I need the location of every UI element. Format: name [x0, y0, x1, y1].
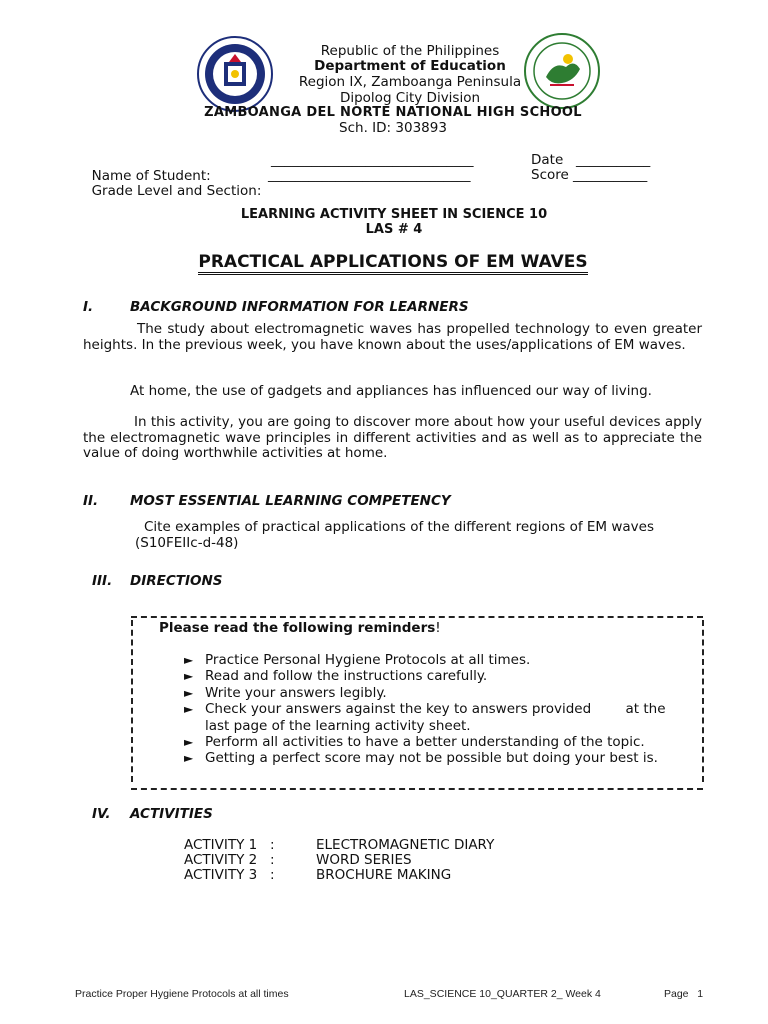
footer-page-label: Page — [664, 988, 689, 1000]
competency-code: (S10FEIIc-d-48) — [135, 535, 239, 551]
reminders-box-right-edge — [702, 620, 704, 782]
grade-label: Grade Level and Section: — [91, 183, 262, 199]
pointer-arrow-icon: ► — [184, 669, 194, 684]
grade-row — [83, 167, 261, 199]
pointer-arrow-icon: ► — [184, 653, 194, 667]
activity-separator: : — [270, 837, 275, 853]
score-label: Score — [531, 167, 569, 183]
main-title: PRACTICAL APPLICATIONS OF EM WAVES — [198, 252, 587, 275]
activity-label: ACTIVITY 2 — [184, 852, 258, 868]
pointer-arrow-icon: ► — [184, 751, 194, 766]
republic-line: Republic of the Philippines — [320, 43, 500, 59]
department-line: Department of Education — [314, 58, 506, 74]
date-blank[interactable]: ___________ — [576, 152, 651, 168]
pointer-arrow-icon: ► — [184, 702, 194, 717]
list-item: ► Practice Personal Hygiene Protocols at all times. — [184, 652, 531, 668]
section1-heading: BACKGROUND INFORMATION FOR LEARNERS — [130, 299, 469, 315]
section1-paragraph-2: At home, the use of gadgets and appliances has influenced our way of living. — [130, 383, 652, 399]
pointer-arrow-icon: ► — [184, 735, 194, 750]
section1-paragraph-1: The study about electromagnetic waves has propelled technology to even greater heights. In the previous week, you have known about the uses/applications of EM waves. — [83, 321, 702, 353]
list-item: ► Getting a perfect score may not be possible but doing your best is. — [184, 750, 658, 767]
reminders-box-left-edge — [131, 620, 133, 782]
competency-text: Cite examples of practical applications of the different regions of EM waves — [144, 519, 655, 535]
activity-title: WORD SERIES — [316, 852, 412, 868]
section2-numeral: II. — [83, 493, 99, 509]
score-blank[interactable]: ___________ — [573, 167, 648, 183]
section2-heading: MOST ESSENTIAL LEARNING COMPETENCY — [130, 493, 451, 509]
division-line: Dipolog City Division — [339, 90, 481, 106]
footer-page-number: 1 — [697, 988, 704, 1000]
reminders-title-text: Please read the following reminders — [159, 620, 436, 636]
footer-page — [664, 988, 703, 1000]
section4-heading: ACTIVITIES — [130, 806, 213, 822]
list-item: ► Read and follow the instructions carefully. — [184, 668, 488, 685]
list-item: ► Perform all activities to have a better understanding of the topic. — [184, 734, 645, 751]
reminders-title-punct: ! — [435, 620, 441, 636]
section1-numeral: I. — [83, 299, 94, 315]
section3-heading: DIRECTIONS — [130, 573, 223, 589]
name-blank[interactable]: ______________________________ — [271, 152, 474, 168]
las-title: LEARNING ACTIVITY SHEET IN SCIENCE 10 — [240, 207, 548, 222]
activity-separator: : — [270, 852, 275, 868]
section4-numeral: IV. — [92, 806, 111, 822]
list-item: ► Write your answers legibly. — [184, 684, 387, 701]
las-number: LAS # 4 — [365, 222, 423, 237]
date-label: Date — [531, 152, 564, 168]
name-label: Name of Student: — [91, 168, 211, 184]
pointer-arrow-icon: ► — [184, 685, 194, 700]
main-title-wrap — [0, 252, 768, 272]
region-line: Region IX, Zamboanga Peninsula — [298, 74, 522, 90]
activity-separator: : — [270, 867, 275, 883]
footer-left: Practice Proper Hygiene Protocols at all times — [75, 988, 289, 1000]
activity-title: ELECTROMAGNETIC DIARY — [316, 837, 495, 853]
section3-numeral: III. — [92, 573, 113, 589]
activity-title: BROCHURE MAKING — [316, 867, 452, 883]
reminders-title — [159, 620, 441, 636]
school-name: ZAMBOANGA DEL NORTE NATIONAL HIGH SCHOOL — [204, 105, 582, 120]
section1-paragraph-3: In this activity, you are going to discover more about how your useful devices apply the electromagnetic wave principles in different activities and as well as to appreciate the value of doing worthwhile activities at home. — [83, 414, 702, 461]
footer-center: LAS_SCIENCE 10_QUARTER 2_ Week 4 — [404, 988, 601, 1000]
grade-blank[interactable]: ______________________________ — [268, 167, 471, 183]
list-item: ► Check your answers against the key to answers provided at the last page of the learning activity sheet. — [184, 701, 670, 734]
reminders-list — [184, 652, 674, 767]
activity-label: ACTIVITY 3 — [184, 867, 258, 883]
school-id: Sch. ID: 303893 — [339, 120, 447, 136]
activity-label: ACTIVITY 1 — [184, 837, 258, 853]
